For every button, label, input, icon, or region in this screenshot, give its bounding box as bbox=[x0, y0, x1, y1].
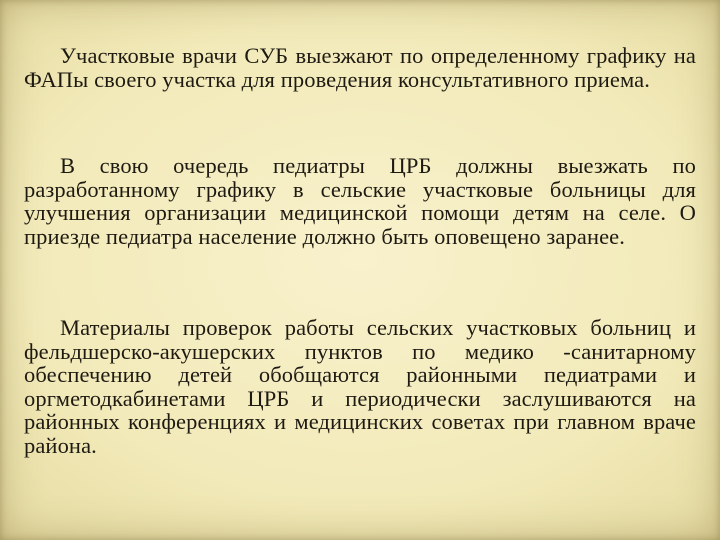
paragraph-1: Участковые врачи СУБ выезжают по определенному графику на ФАПы своего участка для проведения консультативного приема. bbox=[24, 43, 696, 92]
paragraph-2: В свою очередь педиатры ЦРБ должны выезжать по разработанному графику в сельские участковые больницы для улучшения организации медицинской помощи детям на селе. О приезде педиатра население должно быть оповещено заранее. bbox=[24, 153, 696, 249]
paragraph-3: Материалы проверок работы сельских участковых больниц и фельдшерско-акушерских пунктов по медико -санитарному обеспечению детей обобщаются районными педиатрами и оргметодкабинетами ЦРБ и периодически заслушиваются на районных конференциях и медицинских советах при главном враче района. bbox=[24, 315, 696, 458]
